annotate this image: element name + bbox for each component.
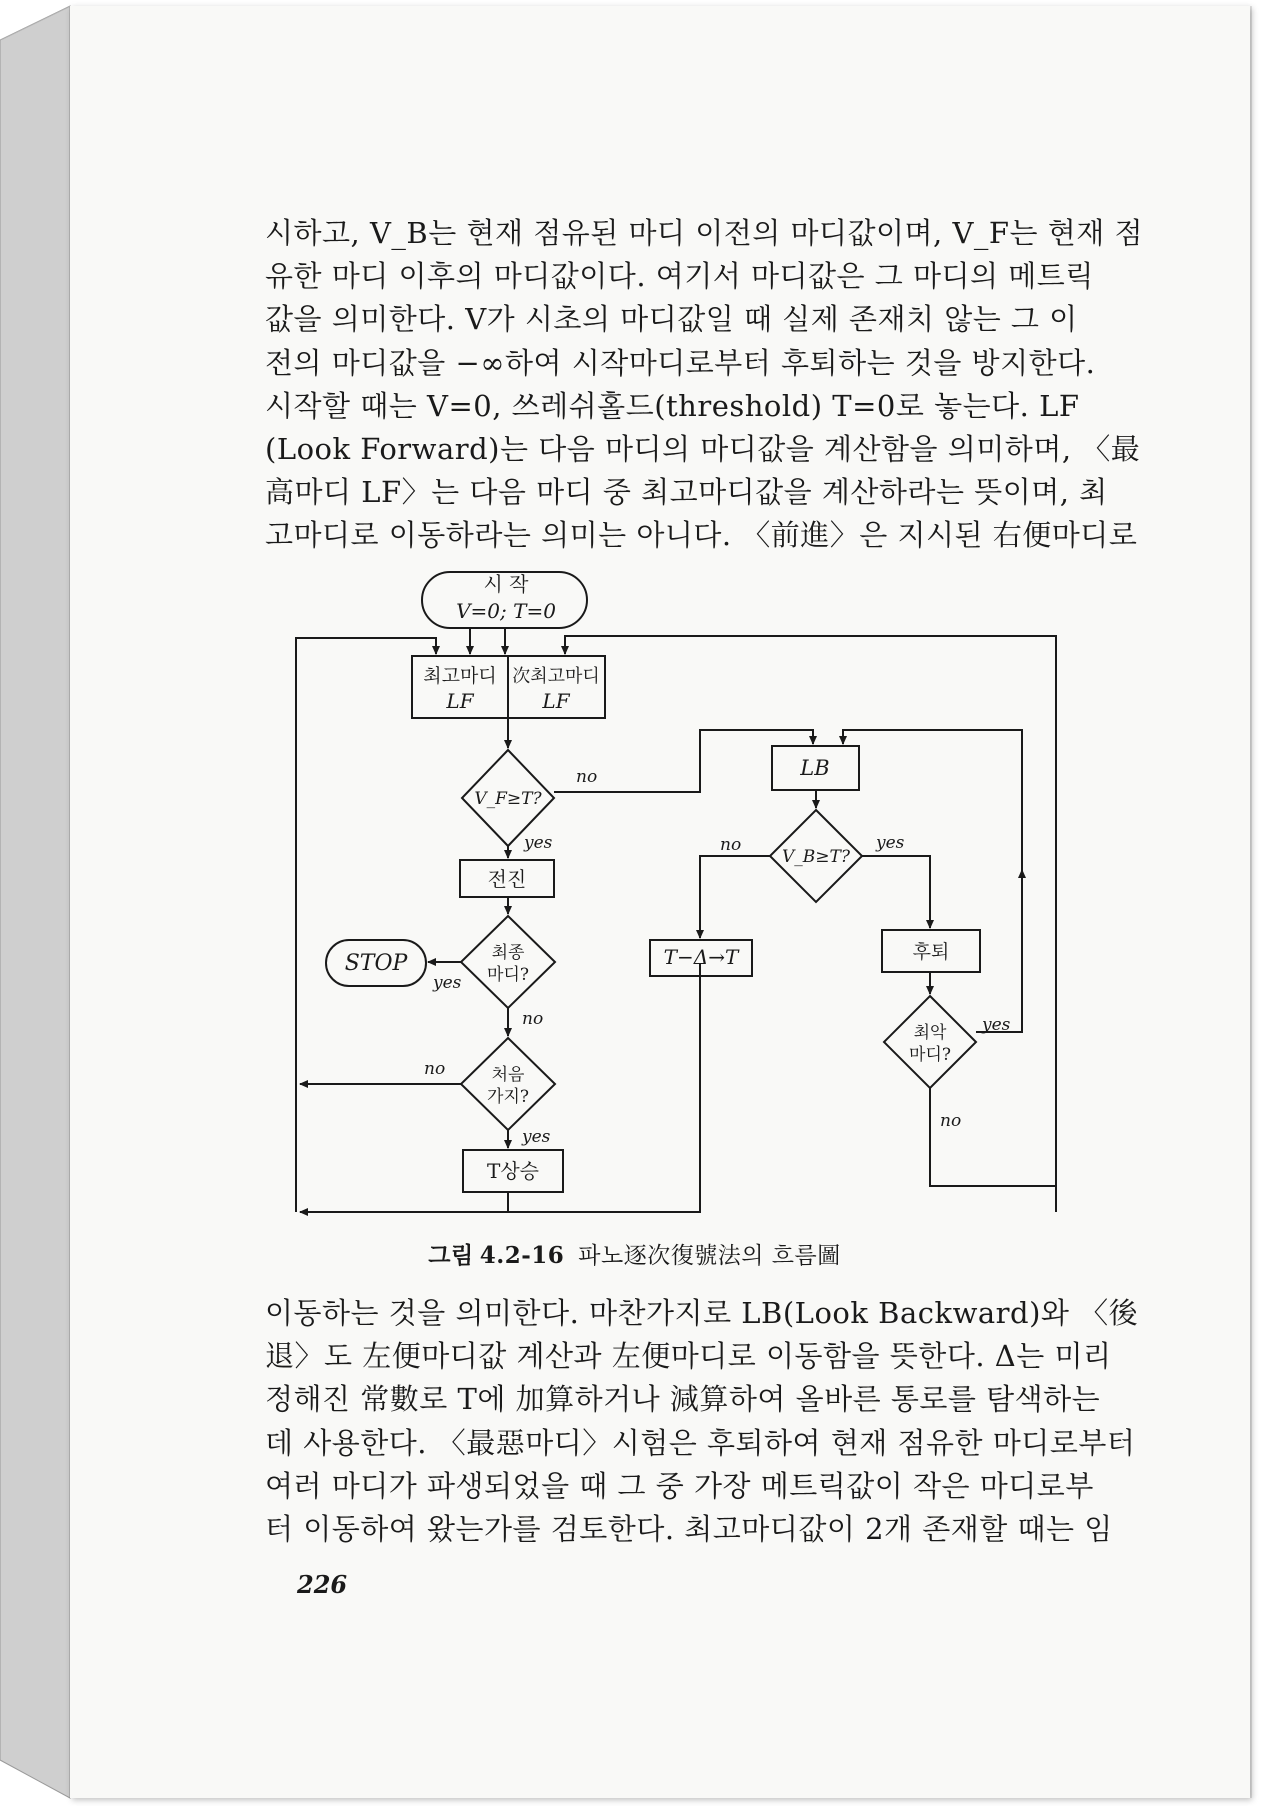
text-line: 터 이동하여 왔는가를 검토한다. 최고마디값이 2개 존재할 때는 임 — [265, 1511, 1113, 1546]
vb-yes-label: yes — [876, 833, 905, 853]
vf-yes-label: yes — [524, 833, 553, 853]
text-line: 시하고, V_B는 현재 점유된 마디 이전의 마디값이며, V_F는 현재 점 — [265, 216, 1144, 250]
text-line: (Look Forward)는 다음 마디의 마디값을 계산함을 의미하며, 〈最 — [265, 431, 1141, 466]
lf-right-bottom: LF — [542, 689, 570, 713]
flow-line — [565, 636, 1056, 1212]
worst-node-label-1: 최악 — [913, 1023, 947, 1043]
page-number: 226 — [297, 1570, 348, 1599]
t-minus-label: T−Δ→T — [663, 945, 739, 969]
flow-line — [296, 638, 436, 1212]
text-line: 고마디로 이동하라는 의미는 아니다. 〈前進〉은 지시된 右便마디로 — [265, 518, 1138, 553]
start-label-bottom: V=0; T=0 — [456, 599, 556, 623]
final-node-label-1: 최종 — [491, 943, 525, 963]
lf-left-bottom: LF — [446, 689, 474, 713]
paragraph-2 — [265, 1292, 1139, 1551]
text-line: 전의 마디값을 −∞하여 시작마디로부터 후퇴하는 것을 방지한다. — [265, 345, 1096, 380]
advance-label: 전진 — [487, 867, 527, 891]
vf-no-label: no — [576, 767, 598, 787]
retreat-label: 후퇴 — [912, 941, 950, 963]
text-line: 高마디 LF〉는 다음 마디 중 최고마디값을 계산하라는 뜻이며, 최 — [265, 475, 1108, 510]
text-line: 退〉도 左便마디값 계산과 左便마디로 이동함을 뜻한다. Δ는 미리 — [265, 1339, 1112, 1374]
flow-line — [300, 1192, 508, 1212]
text-line: 여러 마디가 파생되었을 때 그 중 가장 메트릭값이 작은 마디로부 — [265, 1468, 1094, 1503]
text-line: 이동하는 것을 의미한다. 마찬가지로 LB(Look Backward)와 〈後 — [265, 1296, 1139, 1330]
worst-no-label: no — [940, 1111, 962, 1131]
lb-label: LB — [800, 756, 830, 780]
vb-no-label: no — [720, 835, 742, 855]
final-no-label: no — [522, 1009, 544, 1029]
text-line: 값을 의미한다. V가 시초의 마디값일 때 실제 존재치 않는 그 이 — [265, 302, 1078, 337]
first-yes-label: yes — [522, 1127, 551, 1147]
flow-line — [843, 730, 1022, 1032]
vb-decision-label: V_B≥T? — [782, 847, 850, 867]
text-line: 시작할 때는 V=0, 쓰레쉬홀드(threshold) T=0로 놓는다. LF — [265, 388, 1080, 423]
stop-label: STOP — [344, 951, 408, 976]
flow-line — [700, 856, 770, 938]
caption-title: 파노逐次復號法의 흐름圖 — [578, 1243, 841, 1269]
text-line: 정해진 常數로 T에 加算하거나 減算하여 올바른 통로를 탐색하는 — [265, 1382, 1101, 1417]
first-no-label: no — [424, 1059, 446, 1079]
lf-right-top: 次최고마디 — [512, 666, 600, 687]
flow-line — [930, 1088, 1056, 1186]
first-branch-label-1: 처음 — [491, 1065, 525, 1085]
final-yes-label: yes — [433, 973, 462, 993]
text-line: 유한 마디 이후의 마디값이다. 여기서 마디값은 그 마디의 메트릭 — [265, 259, 1094, 294]
caption-number: 4.2-16 — [479, 1242, 565, 1269]
figure-caption — [0, 1237, 1269, 1270]
vf-decision-label: V_F≥T? — [474, 789, 542, 809]
worst-node-label-2: 마디? — [909, 1045, 951, 1065]
final-node-label-2: 마디? — [487, 965, 529, 985]
text-line: 데 사용한다. 〈最惡마디〉시험은 후퇴하여 현재 점유한 마디로부터 — [265, 1425, 1136, 1460]
flow-line — [862, 856, 930, 928]
lf-left-top: 최고마디 — [423, 665, 497, 687]
t-raise-label: T상승 — [487, 1159, 539, 1183]
worst-yes-label: yes — [982, 1015, 1011, 1035]
first-branch-label-2: 가지? — [487, 1087, 529, 1107]
start-label-top: 시 작 — [483, 572, 529, 596]
caption-label: 그림 — [428, 1242, 474, 1269]
